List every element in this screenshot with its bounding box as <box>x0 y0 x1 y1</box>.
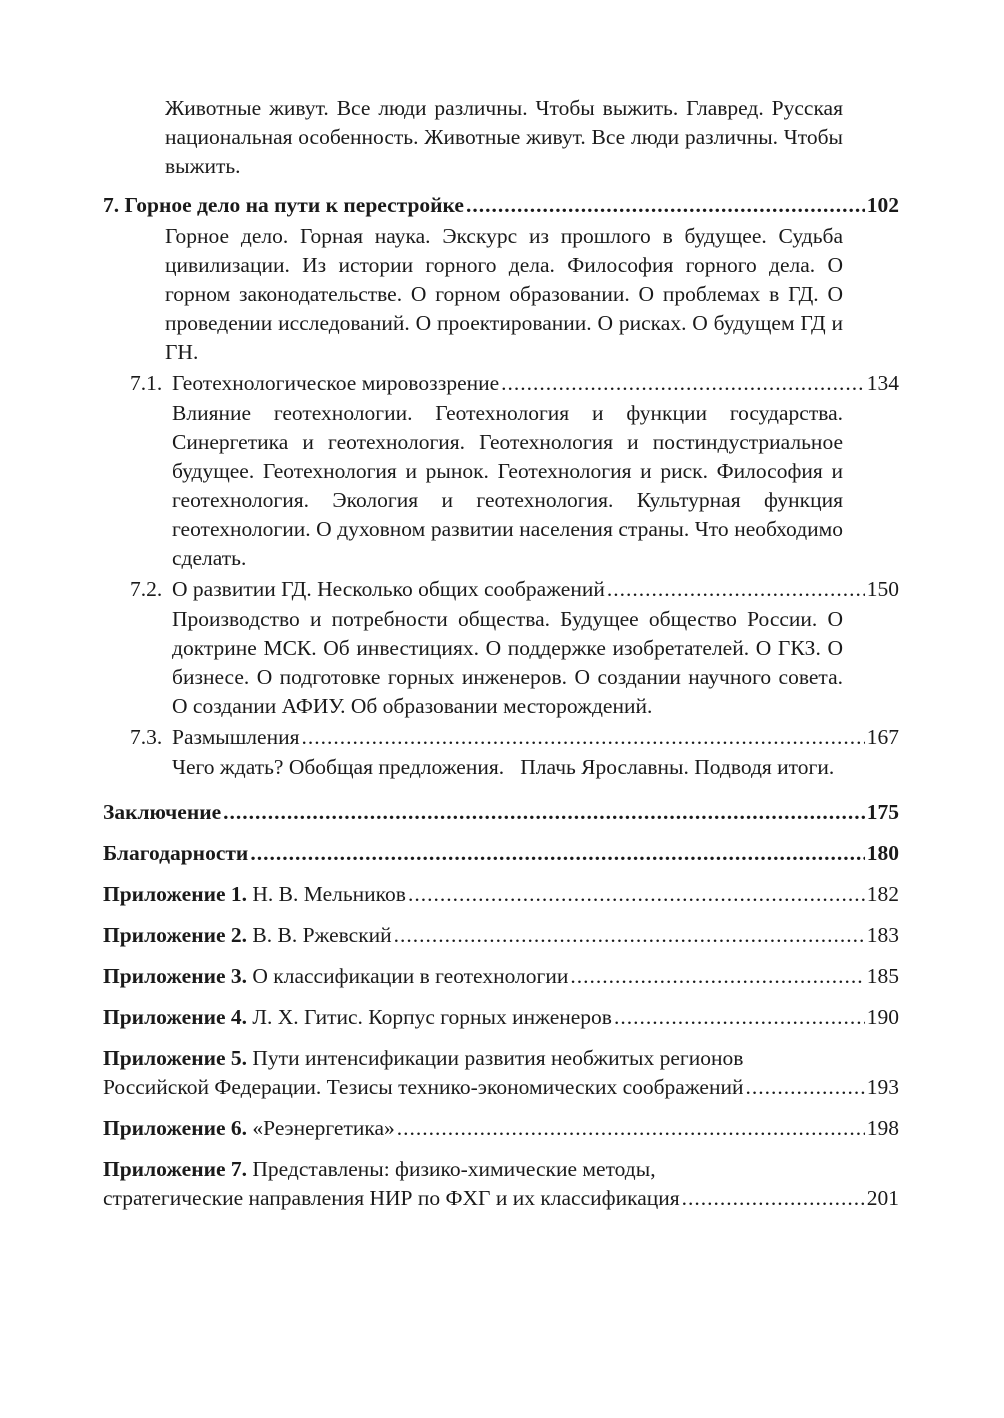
page-number: 190 <box>866 1005 899 1029</box>
appendix-title-line-2 <box>103 1073 899 1102</box>
appendix-title-text: «Реэнергетика» <box>252 1116 395 1140</box>
appendix-label: Приложение 3. <box>103 964 248 988</box>
page-number: 182 <box>866 882 899 906</box>
appendix-title-line-1 <box>103 1044 899 1073</box>
subsection-number: 7.3. <box>130 725 163 749</box>
subsection-title <box>130 723 299 752</box>
dot-leader <box>397 1114 865 1143</box>
toc-subsection-7-2[interactable] <box>103 575 899 604</box>
dot-leader <box>408 880 865 909</box>
appendix-title-text: стратегические направления НИР по ФХГ и их классификация <box>103 1186 680 1210</box>
subsection-title-text: Размышления <box>172 725 300 749</box>
appendix-label: Приложение 4. <box>103 1005 248 1029</box>
appendix-title <box>103 962 568 991</box>
subsection-number: 7.1. <box>130 371 163 395</box>
toc-appendix-3[interactable] <box>103 962 899 991</box>
page-number: 175 <box>866 800 899 824</box>
toc-subsection-7-3[interactable] <box>103 723 899 752</box>
subsection-description: Влияние геотехнологии. Геотехнология и функции государства. Синергетика и геотехнология. Геотехнология и постиндустриальное будущее. Геотехнология и рынок. Геотехнология и риск. Философия и геотехнология. Экология и геотехнология. Культурная функция геотехнологии. О духовном развитии населения страны. Что необходимо сделать. <box>172 401 843 570</box>
appendix-title-text: Пути интенсификации развития необжитых регионов <box>252 1046 744 1070</box>
appendix-title-text: Российской Федерации. Тезисы технико-экономических соображений <box>103 1075 744 1099</box>
subsection-title <box>130 575 605 604</box>
page-number: 198 <box>866 1116 899 1140</box>
toc-appendix-7[interactable] <box>103 1155 899 1213</box>
appendix-title-text: В. В. Ржевский <box>252 923 392 947</box>
dot-leader <box>466 191 865 220</box>
appendix-title <box>103 1003 612 1032</box>
subsection-title-text: О развитии ГД. Несколько общих соображений <box>172 577 605 601</box>
toc-conclusion[interactable] <box>103 798 899 827</box>
appendix-label: Приложение 5. <box>103 1046 248 1070</box>
appendix-label: Приложение 1. <box>103 882 248 906</box>
dot-leader <box>223 798 865 827</box>
table-of-contents <box>103 94 899 1213</box>
page-number: 201 <box>866 1186 899 1210</box>
dot-leader <box>746 1073 865 1102</box>
page-number: 180 <box>866 841 899 865</box>
toc-chapter-7[interactable] <box>103 191 899 220</box>
subsection-number: 7.2. <box>130 577 163 601</box>
chapter-description: Горное дело. Горная наука. Экскурс из прошлого в будущее. Судьба цивилизации. Из истории горного дела. Философия горного дела. О горном законодательстве. О горном образовании. О проблемах в ГД. О проведении исследований. О проектировании. О рисках. О будущем ГД и ГН. <box>165 224 843 364</box>
toc-appendix-1[interactable] <box>103 880 899 909</box>
top-description: Животные живут. Все люди различны. Чтобы выжить. Главред. Русская национальная особенность. Животные живут. Все люди различны. Чтобы выжить. <box>165 96 843 178</box>
appendix-title-text: Н. В. Мельников <box>252 882 406 906</box>
toc-appendix-2[interactable] <box>103 921 899 950</box>
appendix-title <box>103 921 392 950</box>
appendix-title-line-1 <box>103 1155 899 1184</box>
page-number: 150 <box>866 577 899 601</box>
appendix-title-text: Л. Х. Гитис. Корпус горных инженеров <box>252 1005 612 1029</box>
dot-leader <box>607 575 865 604</box>
subsection-title-text: Геотехнологическое мировоззрение <box>172 371 500 395</box>
page-number: 193 <box>866 1075 899 1099</box>
appendix-label: Приложение 6. <box>103 1116 248 1140</box>
toc-thanks[interactable] <box>103 839 899 868</box>
page-number: 167 <box>866 725 899 749</box>
section-title: Благодарности <box>103 841 249 865</box>
page-number: 102 <box>866 193 899 217</box>
dot-leader <box>301 723 864 752</box>
toc-appendix-5[interactable] <box>103 1044 899 1102</box>
appendix-label: Приложение 2. <box>103 923 248 947</box>
appendix-title-text: О классификации в геотехнологии <box>252 964 569 988</box>
appendix-title-text: Представлены: физико-химические методы, <box>252 1157 656 1181</box>
appendix-title <box>103 1114 395 1143</box>
section-title: Заключение <box>103 800 222 824</box>
dot-leader <box>250 839 864 868</box>
dot-leader <box>501 369 865 398</box>
chapter-title: 7. Горное дело на пути к перестройке <box>103 193 464 217</box>
appendix-title-line-2 <box>103 1184 899 1213</box>
toc-subsection-7-1[interactable] <box>103 369 899 398</box>
appendix-label: Приложение 7. <box>103 1157 248 1181</box>
dot-leader <box>394 921 865 950</box>
dot-leader <box>614 1003 865 1032</box>
dot-leader <box>682 1184 865 1213</box>
appendix-title <box>103 880 406 909</box>
page-number: 183 <box>866 923 899 947</box>
page-number: 185 <box>866 964 899 988</box>
dot-leader <box>570 962 864 991</box>
subsection-description: Чего ждать? Обобщая предложения. Плачь Ярославны. Подводя итоги. <box>172 755 835 779</box>
subsection-title <box>130 369 499 398</box>
toc-appendix-4[interactable] <box>103 1003 899 1032</box>
page-number: 134 <box>866 371 899 395</box>
subsection-description: Производство и потребности общества. Будущее общество России. О доктрине МСК. Об инвестициях. О поддержке изобретателей. О ГКЗ. О бизнесе. О подготовке горных инженеров. О создании научного совета. О создании АФИУ. Об образовании месторождений. <box>172 607 843 718</box>
toc-appendix-6[interactable] <box>103 1114 899 1143</box>
